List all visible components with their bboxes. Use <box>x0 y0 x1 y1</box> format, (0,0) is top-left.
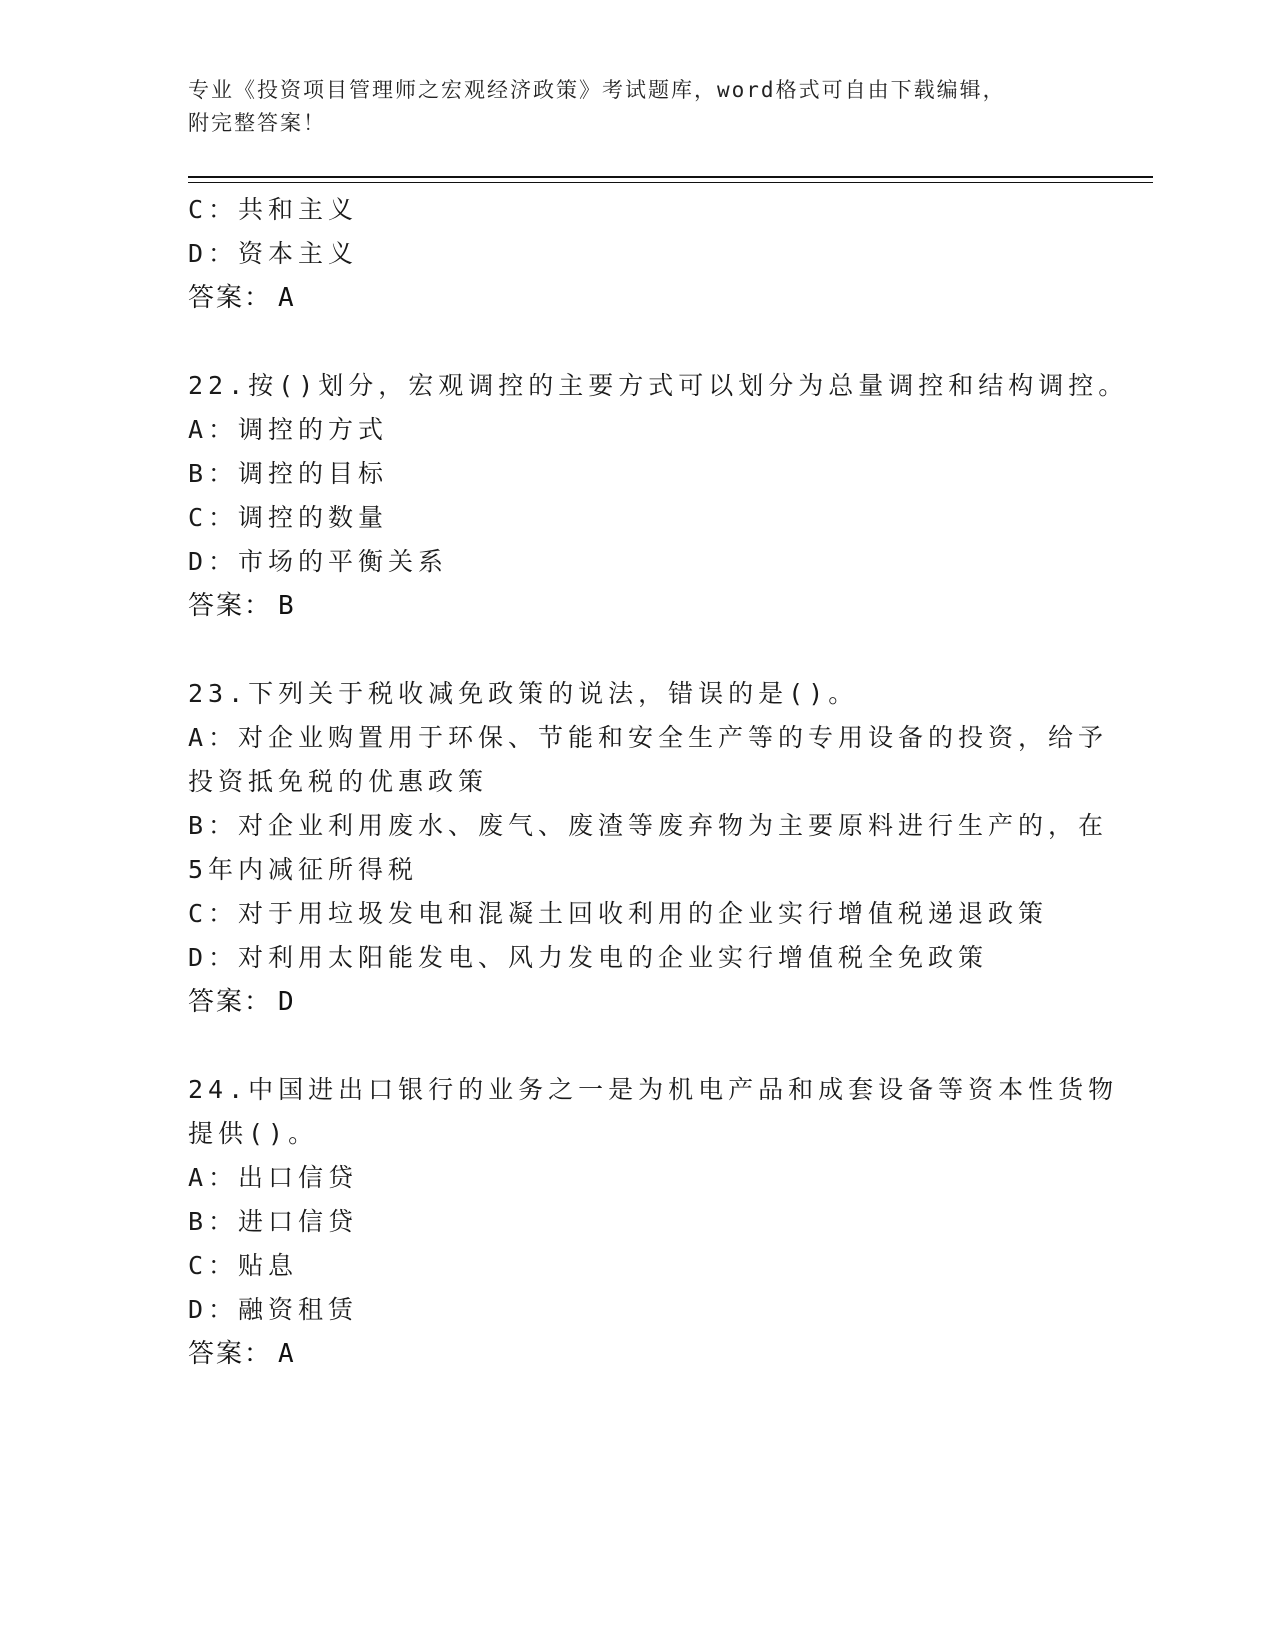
q24-stem-line1: 24.中国进出口银行的业务之一是为机电产品和成套设备等资本性货物 <box>188 1075 1119 1104</box>
q24-stem-line2: 提供()。 <box>188 1119 319 1148</box>
q23-option-a-line2: 投资抵免税的优惠政策 <box>188 767 489 796</box>
q21-option-c: C：共和主义 <box>188 195 359 224</box>
answer-label: 答案： <box>188 1339 273 1369</box>
q23-option-c: C：对于用垃圾发电和混凝土回收利用的企业实行增值税递退政策 <box>188 899 1049 928</box>
answer-value: A <box>278 1339 296 1369</box>
q24-option-c: C：贴息 <box>188 1251 299 1280</box>
q24-option-a: A：出口信贷 <box>188 1163 359 1192</box>
answer-value: B <box>278 591 296 621</box>
q23-option-a-line1: A：对企业购置用于环保、节能和安全生产等的专用设备的投资，给予 <box>188 723 1109 752</box>
page-header <box>188 74 1088 140</box>
header-line-2: 附完整答案！ <box>188 111 326 135</box>
answer-label: 答案： <box>188 283 273 313</box>
q23-option-d: D：对利用太阳能发电、风力发电的企业实行增值税全免政策 <box>188 943 989 972</box>
q21-option-d: D：资本主义 <box>188 239 359 268</box>
q23-stem: 23.下列关于税收减免政策的说法，错误的是()。 <box>188 679 859 708</box>
q24-answer <box>188 1339 296 1369</box>
q22-answer <box>188 591 296 621</box>
q23-option-b-line2: 5年内减征所得税 <box>188 855 419 884</box>
q23-answer <box>188 987 296 1017</box>
q22-option-b: B：调控的目标 <box>188 459 389 488</box>
q21-answer <box>188 283 296 313</box>
q22-option-d: D：市场的平衡关系 <box>188 547 449 576</box>
q24-option-b: B：进口信贷 <box>188 1207 359 1236</box>
q22-option-a: A：调控的方式 <box>188 415 389 444</box>
q24-option-d: D：融资租赁 <box>188 1295 359 1324</box>
header-divider-thin <box>188 182 1153 183</box>
q23-option-b-line1: B：对企业利用废水、废气、废渣等废弃物为主要原料进行生产的，在 <box>188 811 1109 840</box>
answer-label: 答案： <box>188 591 273 621</box>
answer-value: D <box>278 987 296 1017</box>
q22-stem: 22.按()划分，宏观调控的主要方式可以划分为总量调控和结构调控。 <box>188 371 1129 400</box>
header-divider-thick <box>188 176 1153 178</box>
answer-label: 答案： <box>188 987 273 1017</box>
header-line-1: 专业《投资项目管理师之宏观经济政策》考试题库，word格式可自由下载编辑， <box>188 78 1006 102</box>
answer-value: A <box>278 283 296 313</box>
q22-option-c: C：调控的数量 <box>188 503 389 532</box>
